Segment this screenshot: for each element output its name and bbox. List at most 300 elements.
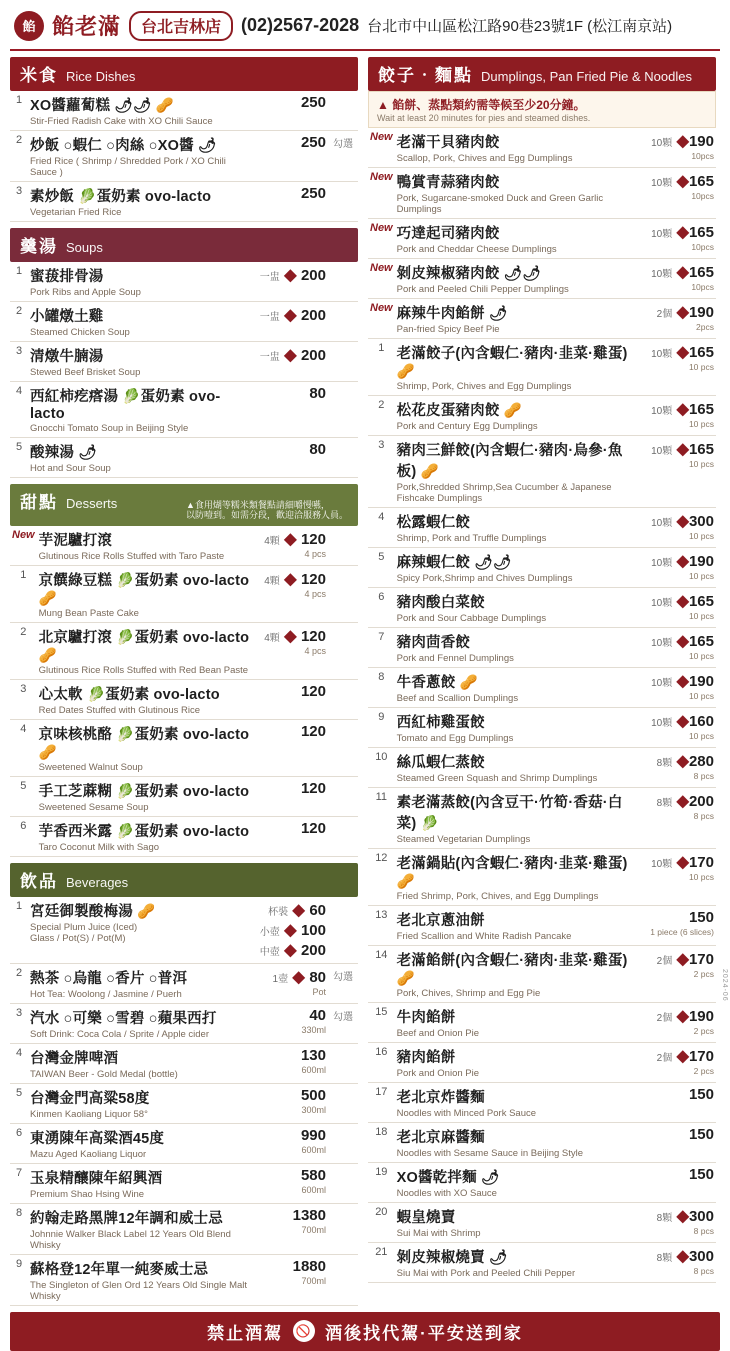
item-name-en: Pork,Shredded Shrimp,Sea Cucumber & Japanese Fishcake Dumplings xyxy=(396,482,612,504)
spacer-cell xyxy=(328,526,358,566)
spacer-cell xyxy=(328,719,358,776)
item-name-zh: 蘇格登12年單一純麥威士忌 xyxy=(30,1261,209,1278)
item-name-en: TAIWAN Beer - Gold Medal (bottle) xyxy=(30,1068,178,1080)
item-number: 10 xyxy=(368,748,395,788)
item-name-zh: XO醬乾拌麵 🌶 xyxy=(396,1170,500,1186)
item-price: 150 xyxy=(642,1163,716,1203)
item-name-en: Sui Mai with Shrimp xyxy=(396,1228,481,1239)
item-name-zh: 松花皮蛋豬肉餃 🥜 xyxy=(396,403,523,419)
item-name xyxy=(395,168,642,219)
item-name-en: Shrimp, Pork and Truffle Dumplings xyxy=(396,533,547,544)
item-option-toggle[interactable] xyxy=(328,182,358,222)
item-option-toggle[interactable]: 勾選 xyxy=(328,131,358,182)
section-title-en: Soups xyxy=(66,240,103,255)
menu-item-row[interactable] xyxy=(10,131,358,182)
item-number: 3 xyxy=(368,436,395,508)
item-name-zh: 豬肉三鮮餃(內含蝦仁·豬肉·烏參·魚板) 🥜 xyxy=(396,443,623,480)
item-name-en: Pork, Sugarcane-smoked Duck and Green Garlic Dumplings xyxy=(396,193,604,215)
menu-item-row[interactable] xyxy=(10,526,358,566)
item-name-en: Stir-Fried Radish Cake with XO Chili Sauce xyxy=(30,116,213,127)
item-name-en: Hot and Sour Soup xyxy=(30,463,111,474)
item-option-toggle[interactable] xyxy=(328,91,358,131)
item-name-en: Kinmen Kaoliang Liquor 58° xyxy=(30,1108,148,1120)
menu-item-row[interactable] xyxy=(368,1083,716,1123)
item-name-zh: 絲瓜蝦仁蒸餃 xyxy=(396,755,485,771)
item-name xyxy=(395,1163,642,1203)
item-option-toggle[interactable] xyxy=(328,1123,358,1163)
item-price: 4顆 ◆ 120 4 pcs xyxy=(254,526,328,566)
item-number: New xyxy=(368,128,395,168)
spacer-cell xyxy=(328,622,358,679)
item-name xyxy=(28,1083,254,1123)
item-price: 10顆 ◆165 10pcs xyxy=(642,219,716,259)
item-name-en: Scallop, Pork, Chives and Egg Dumplings xyxy=(396,153,573,164)
item-name-en: Mung Bean Paste Cake xyxy=(38,607,139,619)
spacer-cell xyxy=(328,565,358,622)
item-name-zh: 老滿干貝豬肉餃 xyxy=(396,135,500,151)
item-name xyxy=(28,1003,254,1043)
item-name xyxy=(395,748,642,788)
item-name-en: Steamed Green Squash and Shrimp Dumplings xyxy=(396,773,598,784)
menu-item-row[interactable] xyxy=(368,849,716,906)
item-number: 1 xyxy=(10,897,28,964)
section-title-en: Beverages xyxy=(66,874,129,890)
menu-item-row[interactable] xyxy=(368,788,716,849)
item-name-zh: 剝皮辣椒豬肉餃 🌶🌶 xyxy=(396,266,541,282)
spacer-cell xyxy=(328,262,358,302)
item-name-zh: 台灣金門高粱58度 xyxy=(30,1090,150,1107)
menu-item-row[interactable] xyxy=(368,436,716,508)
item-name-en: Red Dates Stuffed with Glutinous Rice xyxy=(38,704,201,716)
item-number: 18 xyxy=(368,1123,395,1163)
item-name xyxy=(395,946,642,1003)
item-name xyxy=(28,1043,254,1083)
menu-item-row[interactable] xyxy=(10,382,358,438)
item-name xyxy=(28,262,254,302)
menu-item-row[interactable] xyxy=(368,668,716,708)
item-name-zh: 老滿餡餅(內含蝦仁·豬肉·韭菜·雞蛋) 🥜 xyxy=(396,953,628,987)
item-name-en: Glutinous Rice Rolls Stuffed with Red Bean Paste xyxy=(38,664,249,676)
item-price: 1880 700ml xyxy=(254,1254,328,1305)
item-price: 250 xyxy=(254,131,328,182)
item-price: 10顆 ◆165 10 pcs xyxy=(642,436,716,508)
item-name xyxy=(395,219,642,259)
preparation-warning xyxy=(368,91,716,128)
item-name-zh: 素老滿蒸餃(內含豆干·竹筍·香菇·白菜) 🥬 xyxy=(396,795,623,832)
item-name xyxy=(395,548,642,588)
item-name-en: Special Plum Juice (Iced) Glass / Pot(S) / Pot(M) xyxy=(30,921,138,944)
item-name-zh: 台灣金牌啤酒 xyxy=(30,1050,119,1067)
item-number: 1 xyxy=(368,339,395,396)
item-name-en: Pork and Cheddar Cheese Dumplings xyxy=(396,244,557,255)
item-name-en: Steamed Vegetarian Dumplings xyxy=(396,834,531,845)
section-title-en: Dumplings, Pan Fried Pie & Noodles xyxy=(481,69,692,84)
item-option-toggle[interactable]: 勾選 xyxy=(328,963,358,1003)
section-title-zh: 羹湯 xyxy=(20,237,58,256)
menu-item-row[interactable] xyxy=(10,302,358,342)
item-option-toggle[interactable] xyxy=(328,897,358,964)
item-name-zh: 炒飯 ○蝦仁 ○肉絲 ○XO醬 🌶 xyxy=(30,138,217,154)
item-number: 6 xyxy=(10,1123,28,1163)
dumpling-items-table xyxy=(368,128,716,1283)
item-number: 9 xyxy=(368,708,395,748)
menu-item-row[interactable] xyxy=(368,1003,716,1043)
item-price: 10顆 ◆170 10 pcs xyxy=(642,849,716,906)
item-number: 1 xyxy=(10,91,28,131)
item-name-zh: 約翰走路黑牌12年調和威士忌 xyxy=(30,1210,223,1227)
menu-item-row[interactable] xyxy=(10,897,358,964)
section-header-desserts xyxy=(10,484,358,526)
item-name xyxy=(37,622,254,679)
item-name xyxy=(395,708,642,748)
item-number: 5 xyxy=(10,438,28,478)
item-name xyxy=(28,182,254,222)
item-name xyxy=(395,1083,642,1123)
item-price: 10顆 ◆160 10 pcs xyxy=(642,708,716,748)
menu-item-row[interactable] xyxy=(368,1243,716,1283)
item-price: 10顆 ◆190 10 pcs xyxy=(642,548,716,588)
menu-item-row[interactable] xyxy=(368,396,716,436)
item-name-zh: 蝦皇燒賣 xyxy=(396,1210,456,1226)
menu-item-row[interactable] xyxy=(10,1003,358,1043)
item-price: 一盅 ◆ 200 xyxy=(254,262,328,302)
item-price: 10顆 ◆165 10 pcs xyxy=(642,339,716,396)
item-price: 8顆 ◆300 8 pcs xyxy=(642,1203,716,1243)
item-price: 10顆 ◆165 10 pcs xyxy=(642,628,716,668)
item-option-toggle[interactable] xyxy=(328,1203,358,1254)
section-title-zh: 甜點 xyxy=(20,493,58,512)
item-name-zh: 宮廷御製酸梅湯 🥜 xyxy=(30,903,156,920)
item-name-en: Sweetened Walnut Soup xyxy=(38,761,143,773)
item-name xyxy=(28,382,254,438)
item-name-zh: 豬肉餡餅 xyxy=(396,1050,456,1066)
item-name xyxy=(395,788,642,849)
store-badge: 台北吉林店 xyxy=(129,11,233,41)
item-name-en: Premium Shao Hsing Wine xyxy=(30,1188,145,1200)
item-price: 130 600ml xyxy=(254,1043,328,1083)
spacer-cell xyxy=(328,302,358,342)
item-name-en: Beef and Onion Pie xyxy=(396,1028,480,1039)
item-price: 580 600ml xyxy=(254,1163,328,1203)
menu-item-row[interactable] xyxy=(10,1083,358,1123)
item-number: 16 xyxy=(368,1043,395,1083)
item-number: 19 xyxy=(368,1163,395,1203)
item-number: 6 xyxy=(368,588,395,628)
item-name-zh: 老北京炸醬麵 xyxy=(396,1090,485,1106)
item-name xyxy=(395,1243,642,1283)
item-name-zh: 巧達起司豬肉餃 xyxy=(396,226,500,242)
item-price: 4顆 ◆ 120 4 pcs xyxy=(254,565,328,622)
item-name-zh: 北京驢打滾 🥬蛋奶素 ovo-lacto 🥜 xyxy=(38,629,250,664)
item-name-en: Pork, Chives, Shrimp and Egg Pie xyxy=(396,988,541,999)
no-drink-drive-icon: 🚫 xyxy=(293,1320,315,1342)
menu-item-row[interactable] xyxy=(368,1043,716,1083)
warning-text-en: Wait at least 20 minutes for pies and steamed dishes. xyxy=(377,113,591,123)
menu-item-row[interactable] xyxy=(10,776,358,816)
menu-item-row[interactable] xyxy=(368,339,716,396)
item-name-zh: 京味核桃酪 🥬蛋奶素 ovo-lacto 🥜 xyxy=(38,726,250,761)
menu-item-row[interactable] xyxy=(10,1254,358,1305)
item-name xyxy=(28,1163,254,1203)
item-price: 10顆 ◆165 10 pcs xyxy=(642,396,716,436)
menu-item-row[interactable] xyxy=(368,299,716,339)
item-name xyxy=(395,508,642,548)
item-name xyxy=(37,565,254,622)
section-header-beverages xyxy=(10,863,358,897)
item-name-zh: 蜜菝排骨湯 xyxy=(30,269,104,285)
item-number: 4 xyxy=(10,1043,28,1083)
item-price: 10顆 ◆300 10 pcs xyxy=(642,508,716,548)
menu-item-row[interactable] xyxy=(368,168,716,219)
item-name xyxy=(395,849,642,906)
spacer-cell xyxy=(328,816,358,856)
item-name-zh: 牛肉餡餅 xyxy=(396,1010,456,1026)
menu-item-row[interactable] xyxy=(368,588,716,628)
item-price: 500 300ml xyxy=(254,1083,328,1123)
item-number: 3 xyxy=(10,182,28,222)
item-name-en: Hot Tea: Woolong / Jasmine / Puerh xyxy=(30,988,182,1000)
item-name xyxy=(395,299,642,339)
item-number: 13 xyxy=(368,906,395,946)
desserts-note: ▲食用煳等糯米類餐點請細嚼慢嚥， 以防噎到。如需分段，歡迎洽服務人員。 xyxy=(185,500,348,521)
menu-item-row[interactable] xyxy=(368,508,716,548)
item-name-en: Fried Rice ( Shrimp / Shredded Pork / XO Chili Sauce ) xyxy=(30,156,226,178)
item-price: 120 xyxy=(254,816,328,856)
section-title-en: Desserts xyxy=(66,496,118,511)
item-name xyxy=(395,259,642,299)
item-name-en: Spicy Pork,Shrimp and Chives Dumplings xyxy=(396,573,573,584)
item-number: 2 xyxy=(10,963,28,1003)
menu-item-row[interactable] xyxy=(10,182,358,222)
item-price: 150 xyxy=(642,1083,716,1123)
item-price: 40 330ml xyxy=(254,1003,328,1043)
item-name-zh: 松露蝦仁餃 xyxy=(396,515,471,531)
spacer-cell xyxy=(328,776,358,816)
menu-item-row[interactable] xyxy=(368,128,716,168)
menu-item-row[interactable] xyxy=(10,719,358,776)
item-number: 5 xyxy=(368,548,395,588)
item-name xyxy=(37,776,254,816)
item-name xyxy=(395,906,642,946)
menu-item-row[interactable] xyxy=(10,679,358,719)
menu-item-row[interactable] xyxy=(10,816,358,856)
item-option-toggle[interactable] xyxy=(328,1043,358,1083)
item-name-zh: 清燉牛腩湯 xyxy=(30,349,104,365)
item-number: 4 xyxy=(10,382,28,438)
item-name-zh: 牛香蔥餃 🥜 xyxy=(396,675,478,691)
menu-item-row[interactable] xyxy=(368,946,716,1003)
item-name-en: Pork and Sour Cabbage Dumplings xyxy=(396,613,547,624)
item-price: 120 xyxy=(254,679,328,719)
item-name-zh: 老北京麻醬麵 xyxy=(396,1130,485,1146)
item-price: 120 xyxy=(254,719,328,776)
menu-header xyxy=(10,8,720,51)
item-name xyxy=(395,668,642,708)
item-price: 10顆 ◆190 10pcs xyxy=(642,128,716,168)
right-column xyxy=(368,57,716,1306)
item-option-toggle[interactable] xyxy=(328,1163,358,1203)
item-number: 2 xyxy=(10,622,37,679)
footer-text-right: 酒後找代駕·平安送到家 xyxy=(325,1323,523,1343)
item-number: 3 xyxy=(10,679,37,719)
phone-number: (02)2567-2028 xyxy=(241,15,360,35)
item-name-en: Pork and Fennel Dumplings xyxy=(396,653,514,664)
menu-item-row[interactable] xyxy=(368,548,716,588)
item-name-zh: 麻辣蝦仁餃 🌶🌶 xyxy=(396,555,512,571)
item-price: 2個 ◆170 2 pcs xyxy=(642,946,716,1003)
item-number: 3 xyxy=(10,342,28,382)
item-price: 990 600ml xyxy=(254,1123,328,1163)
item-price: 8顆 ◆300 8 pcs xyxy=(642,1243,716,1283)
item-name xyxy=(28,1254,254,1305)
item-number: 2 xyxy=(10,131,28,182)
menu-item-row[interactable] xyxy=(368,1123,716,1163)
item-name-zh: 京饌綠豆糕 🥬蛋奶素 ovo-lacto 🥜 xyxy=(38,572,250,607)
item-name xyxy=(395,628,642,668)
item-option-toggle[interactable]: 勾選 xyxy=(328,1003,358,1043)
item-price: 1380 700ml xyxy=(254,1203,328,1254)
item-number: 7 xyxy=(10,1163,28,1203)
section-title-en: Rice Dishes xyxy=(66,69,136,84)
item-name-zh: 鴨賞青蒜豬肉餃 xyxy=(396,175,500,191)
item-number: 20 xyxy=(368,1203,395,1243)
spacer-cell xyxy=(328,342,358,382)
menu-item-row[interactable] xyxy=(10,1163,358,1203)
print-code: 2024-06 xyxy=(721,969,728,1002)
item-name-en: Shrimp, Pork, Chives and Egg Dumplings xyxy=(396,381,572,392)
item-number: New xyxy=(368,299,395,339)
item-name-zh: 小罐燉土雞 xyxy=(30,309,104,325)
item-number: 21 xyxy=(368,1243,395,1283)
menu-item-row[interactable] xyxy=(10,438,358,478)
item-number: 5 xyxy=(10,776,37,816)
item-name-zh: 手工芝蔴糊 🥬蛋奶素 ovo-lacto xyxy=(38,783,250,800)
item-name-en: Johnnie Walker Black Label 12 Years Old Blend Whisky xyxy=(30,1228,231,1251)
section-header-dumplings xyxy=(368,57,716,91)
menu-item-row[interactable] xyxy=(368,259,716,299)
item-price: 250 xyxy=(254,182,328,222)
item-name xyxy=(28,438,254,478)
item-name xyxy=(395,1003,642,1043)
item-price: 10顆 ◆165 10pcs xyxy=(642,168,716,219)
item-name xyxy=(28,131,254,182)
menu-item-row[interactable] xyxy=(10,963,358,1003)
item-option-toggle[interactable] xyxy=(328,1254,358,1305)
item-price: 2個 ◆190 2 pcs xyxy=(642,1003,716,1043)
menu-item-row[interactable] xyxy=(368,748,716,788)
item-name xyxy=(28,1123,254,1163)
item-name xyxy=(395,396,642,436)
item-name xyxy=(28,897,254,964)
item-name xyxy=(395,128,642,168)
item-number: 15 xyxy=(368,1003,395,1043)
item-name-en: Pork Ribs and Apple Soup xyxy=(30,287,141,298)
item-name-en: Steamed Chicken Soup xyxy=(30,327,130,338)
item-name-en: Sweetened Sesame Soup xyxy=(38,801,149,813)
item-price: 150 1 piece (6 slices) xyxy=(642,906,716,946)
item-name xyxy=(395,436,642,508)
item-name-zh: 老滿鍋貼(內含蝦仁·豬肉·韭菜·雞蛋) 🥜 xyxy=(396,856,628,890)
item-name-en: Pan-fried Spicy Beef Pie xyxy=(396,324,500,335)
menu-item-row[interactable] xyxy=(10,1123,358,1163)
item-number: New xyxy=(368,219,395,259)
item-name-en: Beef and Scallion Dumplings xyxy=(396,693,519,704)
item-name-zh: 剝皮辣椒燒賣 🌶 xyxy=(396,1250,508,1266)
menu-item-row[interactable] xyxy=(10,91,358,131)
menu-item-row[interactable] xyxy=(10,622,358,679)
brand-name: 餡老滿 xyxy=(52,14,122,39)
item-number: 8 xyxy=(10,1203,28,1254)
store-address: 台北市中山區松江路90巷23號1F (松江南京站) xyxy=(367,18,673,35)
item-name xyxy=(37,719,254,776)
item-name-zh: 西紅柿雞蛋餃 xyxy=(396,715,485,731)
item-number: 5 xyxy=(10,1083,28,1123)
item-number: 9 xyxy=(10,1254,28,1305)
item-name xyxy=(28,1203,254,1254)
spacer-cell xyxy=(328,679,358,719)
menu-item-row[interactable] xyxy=(368,1163,716,1203)
item-number: New xyxy=(10,526,37,566)
item-number: 4 xyxy=(10,719,37,776)
item-name-zh: 豬肉茴香餃 xyxy=(396,635,471,651)
item-name xyxy=(28,963,254,1003)
item-price: 150 xyxy=(642,1123,716,1163)
item-option-toggle[interactable] xyxy=(328,1083,358,1123)
item-name xyxy=(395,339,642,396)
item-price: 2個 ◆190 2pcs xyxy=(642,299,716,339)
item-price: 一盅 ◆ 200 xyxy=(254,342,328,382)
item-name-zh: 西紅柿疙瘩湯 🥬蛋奶素 ovo-lacto xyxy=(30,389,221,422)
menu-item-row[interactable] xyxy=(10,1043,358,1083)
item-price: 80 xyxy=(254,382,328,438)
drink-drive-footer xyxy=(10,1312,720,1351)
menu-item-row[interactable] xyxy=(368,906,716,946)
item-name-en: Fried Shrimp, Pork, Chives, and Egg Dumplings xyxy=(396,891,599,902)
item-name-zh: 東湧陳年高粱酒45度 xyxy=(30,1130,165,1147)
menu-item-row[interactable] xyxy=(368,219,716,259)
item-number: 17 xyxy=(368,1083,395,1123)
item-name-en: Vegetarian Fried Rice xyxy=(30,207,122,218)
item-number: 11 xyxy=(368,788,395,849)
menu-item-row[interactable] xyxy=(10,342,358,382)
menu-item-row[interactable] xyxy=(10,262,358,302)
item-name xyxy=(28,91,254,131)
item-price: 杯裝 ◆ 60 小壺 ◆ 100 中壺 ◆ 200 xyxy=(254,897,328,964)
item-number: 4 xyxy=(368,508,395,548)
menu-item-row[interactable] xyxy=(368,708,716,748)
section-title-zh: 餃子‧麵點 xyxy=(378,66,473,85)
menu-item-row[interactable] xyxy=(10,565,358,622)
section-header-rice xyxy=(10,57,358,91)
menu-item-row[interactable] xyxy=(368,628,716,668)
item-price: 10顆 ◆165 10pcs xyxy=(642,259,716,299)
menu-item-row[interactable] xyxy=(10,1203,358,1254)
item-name-zh: 熱茶 ○烏龍 ○香片 ○普洱 xyxy=(30,970,188,987)
item-name xyxy=(37,526,254,566)
item-name-en: Glutinous Rice Rolls Stuffed with Taro Paste xyxy=(38,550,225,562)
brand-logo-icon: 餡 xyxy=(14,11,44,41)
item-name-en: Tomato and Egg Dumplings xyxy=(396,733,514,744)
item-number: 8 xyxy=(368,668,395,708)
dessert-items-table xyxy=(10,526,358,857)
item-price: 一盅 ◆ 200 xyxy=(254,302,328,342)
beverage-items-table xyxy=(10,897,358,1306)
menu-item-row[interactable] xyxy=(368,1203,716,1243)
item-name-zh: 玉泉精釀陳年紹興酒 xyxy=(30,1170,163,1187)
section-header-soups xyxy=(10,228,358,262)
warning-text-zh: ▲ 餡餅、蒸點類約需等候至少20分鐘。 xyxy=(377,98,586,112)
item-number: 3 xyxy=(10,1003,28,1043)
